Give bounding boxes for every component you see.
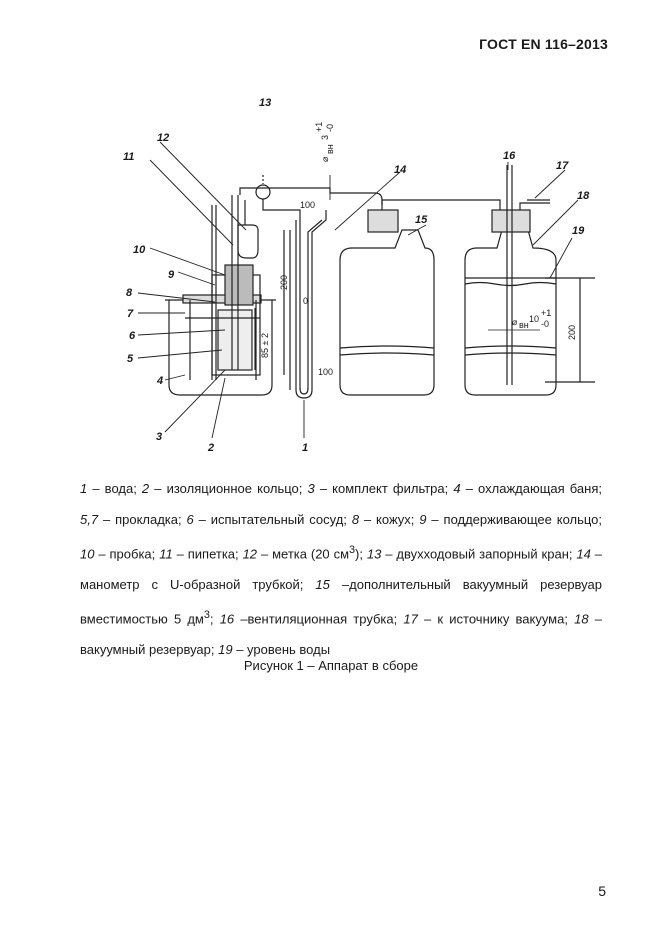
legend-num-3: 3	[307, 481, 315, 496]
legend-text-15: –дополнительный вакуумный резервуар вместимостью 5 дм	[80, 576, 602, 627]
callout-10: 10	[133, 244, 146, 256]
callout-8: 8	[126, 287, 133, 299]
legend-text-4: – охлаждающая баня;	[460, 481, 602, 496]
document-header: ГОСТ EN 116–2013	[479, 36, 608, 52]
legend-close-paren: );	[355, 546, 367, 562]
legend-num-5-7: 5,7	[80, 511, 99, 527]
diameter-10-group	[488, 308, 551, 330]
legend-num-16: 16	[219, 611, 235, 627]
callout-1: 1	[302, 442, 309, 454]
legend-num-13: 13	[366, 546, 382, 562]
legend-text-11: – пипетка;	[172, 546, 243, 562]
callout-18: 18	[577, 190, 590, 202]
legend-text-16: –вентиляционная трубка;	[234, 611, 404, 627]
legend-text-18: – вакуумный резервуар;	[80, 611, 603, 658]
legend-num-10: 10	[80, 546, 95, 562]
diameter-3-value: 3	[320, 134, 330, 140]
legend-sep-15: ;	[209, 611, 220, 627]
callout-3: 3	[156, 431, 163, 443]
figure-legend	[80, 474, 602, 666]
legend-num-9: 9	[419, 511, 427, 527]
page-number: 5	[598, 883, 606, 899]
legend-text-19: – уровень воды	[232, 642, 331, 658]
legend-text-2: – изоляционное кольцо;	[149, 481, 308, 496]
diameter-10-sub: вн	[519, 320, 529, 330]
callout-5: 5	[127, 353, 134, 365]
legend-num-8: 8	[351, 511, 360, 527]
legend-text-13: – двухходовый запорный кран;	[381, 546, 577, 562]
legend-num-17: 17	[403, 611, 418, 627]
dimension-200-left: 200	[279, 274, 289, 290]
legend-text-1: – вода;	[87, 481, 142, 496]
diameter-10-value: 10	[529, 314, 540, 324]
legend-num-14: 14	[576, 546, 591, 562]
legend-text-14: – манометр с U-образной трубкой;	[80, 546, 602, 592]
legend-text-3: – комплект фильтра;	[314, 481, 454, 496]
diameter-10-symbol: ⌀	[512, 317, 518, 327]
diameter-3-sub: вн	[325, 144, 335, 154]
legend-num-4: 4	[453, 481, 461, 496]
callout-16: 16	[503, 150, 516, 162]
diameter-10-tol-down: -0	[541, 319, 550, 329]
legend-num-2: 2	[141, 481, 150, 496]
callout-14: 14	[394, 164, 407, 176]
legend-num-19: 19	[218, 642, 233, 658]
callout-15: 15	[415, 214, 428, 226]
dimension-85: 85 ± 2	[260, 333, 270, 358]
diameter-10-tol-up: +1	[541, 308, 552, 318]
legend-text-6: – испытательный сосуд;	[193, 511, 352, 527]
legend-text-17: – к источнику вакуума;	[417, 611, 575, 627]
scale-100-top: 100	[300, 200, 316, 210]
legend-num-1: 1	[80, 481, 88, 496]
diameter-3-tol-up: +1	[314, 121, 324, 132]
callout-2: 2	[208, 442, 215, 454]
legend-text-9: – поддерживающее кольцо;	[426, 511, 603, 527]
legend-text-12: – метка (20 см	[257, 546, 350, 562]
legend-text-8: – кожух;	[359, 511, 420, 527]
apparatus-lines	[165, 165, 595, 398]
figure-title: Рисунок 1 – Аппарат в сборе	[243, 658, 419, 673]
callout-12: 12	[157, 132, 170, 144]
legend-num-18: 18	[574, 611, 589, 627]
legend-sup-cm3: 3	[349, 544, 356, 556]
diameter-3-symbol: ⌀	[320, 156, 330, 162]
callout-17: 17	[556, 160, 569, 172]
legend-num-6: 6	[186, 511, 194, 527]
callout-13: 13	[259, 97, 272, 109]
legend-sup-dm3: 3	[203, 609, 210, 622]
legend-text-10: – пробка;	[94, 546, 160, 562]
callout-11: 11	[123, 151, 135, 163]
scale-0: 0	[303, 296, 309, 306]
callout-6: 6	[129, 330, 136, 342]
scale-100-bottom: 100	[318, 367, 334, 377]
legend-num-11: 11	[159, 546, 173, 562]
callout-4: 4	[157, 375, 164, 387]
dimension-200-right: 200	[567, 324, 577, 340]
legend-text-5-7: – прокладка;	[98, 511, 187, 527]
callout-7: 7	[127, 308, 134, 320]
legend-num-15: 15	[315, 576, 330, 592]
diameter-3-tol-down: -0	[325, 123, 335, 132]
callout-9: 9	[168, 269, 175, 281]
callout-19: 19	[572, 225, 585, 237]
legend-num-12: 12	[242, 546, 258, 562]
